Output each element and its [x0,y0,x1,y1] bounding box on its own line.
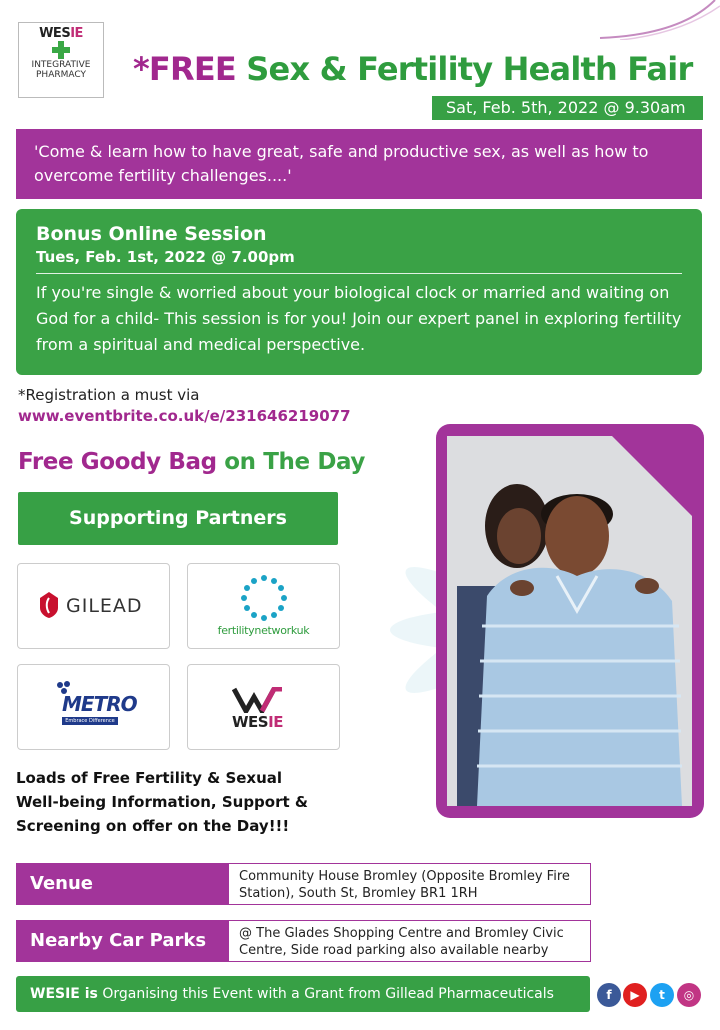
metro-logo [17,664,170,750]
bonus-session-title: Bonus Online Session [36,223,267,245]
event-date-badge: Sat, Feb. 5th, 2022 @ 9.30am [432,96,703,120]
metro-wordmark: METRO [62,692,137,716]
wesie-pharmacy-logo [18,22,104,98]
logo-subtitle: INTEGRATIVE PHARMACY [31,60,91,80]
logo-name: WESIE [39,26,83,41]
intro-quote: 'Come & learn how to have great, safe and productive sex, as well as how to overcome fertility challenges....' [16,129,702,199]
fertility-network-logo [187,563,340,649]
gilead-logo [17,563,170,649]
fertility-ring-icon [240,574,288,622]
pharmacy-cross-icon [52,41,70,59]
twitter-icon[interactable]: t [650,983,674,1007]
fertility-network-wordmark: fertilitynetworkuk [217,624,310,637]
instagram-icon[interactable]: ◎ [677,983,701,1007]
venue-value: Community House Bromley (Opposite Bromley Fire Station), South St, Bromley BR1 1RH [229,863,591,905]
bonus-session-date: Tues, Feb. 1st, 2022 @ 7.00pm [36,248,295,266]
wesie-w-icon [232,687,294,713]
facebook-icon[interactable]: f [597,983,621,1007]
supporting-partners-heading: Supporting Partners [18,492,338,545]
photo-corner-accent [612,436,692,516]
car-parks-value: @ The Glades Shopping Centre and Bromley Civic Centre, Side road parking also available nearby [229,920,591,962]
wesie-wordmark: WESIE [232,713,283,731]
gilead-wordmark: GILEAD [66,595,143,617]
car-parks-label: Nearby Car Parks [16,920,229,962]
decorative-swirl [590,0,720,40]
bonus-session-description: If you're single & worried about your biological clock or married and waiting on God for a child- This session is for you! Join our expert panel in exploring fertility from a spiritual and medical perspective. [36,283,682,354]
youtube-icon[interactable]: ▶ [623,983,647,1007]
metro-tagline: Embrace Difference [62,717,118,725]
registration-link[interactable]: www.eventbrite.co.uk/e/231646219077 [18,407,351,425]
goody-bag-heading: Free Goody Bag on The Day [18,449,366,475]
registration-label: *Registration a must via [18,386,200,404]
couple-photo [447,436,692,806]
gilead-shield-icon [40,592,58,618]
bonus-session-box [16,209,702,375]
divider [36,273,682,274]
page-title: *FREE Sex & Fertility Health Fair [133,50,693,88]
wesie-partner-logo [187,664,340,750]
organiser-footer: WESIE is Organising this Event with a Grant from Gillead Pharmaceuticals [16,976,590,1012]
offer-description: Loads of Free Fertility & Sexual Well-being Information, Support & Screening on offer on the Day!!! [16,769,308,835]
venue-label: Venue [16,863,229,905]
